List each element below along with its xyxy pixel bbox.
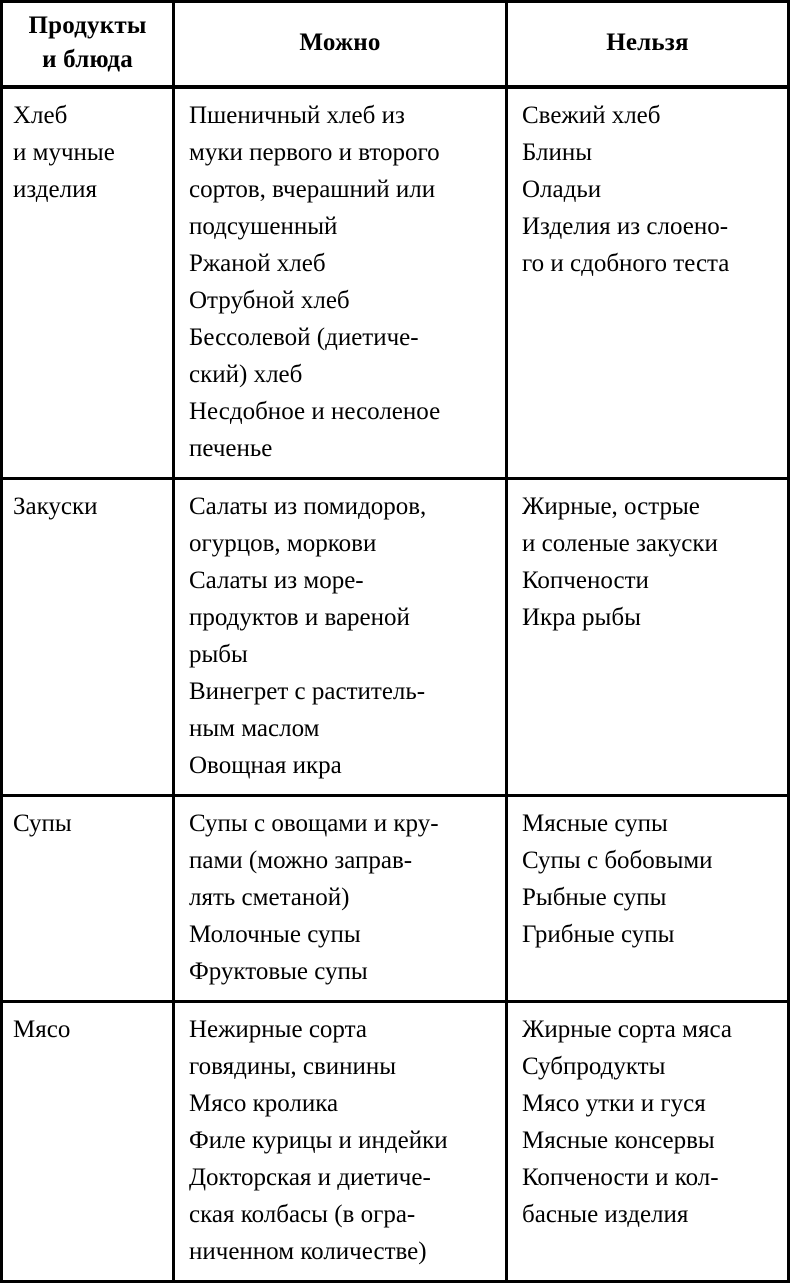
allowed-item: пами (можно заправ- — [189, 847, 413, 874]
allowed-item: Отрубной хлеб — [189, 287, 350, 314]
allowed-item: продуктов и вареной — [189, 604, 410, 631]
forbidden-item: Мясо утки и гуся — [522, 1090, 706, 1117]
forbidden-item: Грибные супы — [522, 921, 675, 948]
allowed-item: Салаты из помидоров, — [189, 493, 427, 520]
forbidden-item: Субпродукты — [522, 1053, 666, 1080]
forbidden-item: Оладьи — [522, 176, 602, 203]
forbidden-item: Жирные, острые — [522, 493, 700, 520]
cell-allowed — [174, 479, 507, 796]
column-header-forbidden — [507, 2, 789, 88]
forbidden-item: Свежий хлеб — [522, 102, 661, 129]
allowed-item: Салаты из море- — [189, 567, 364, 594]
allowed-item: Филе курицы и индейки — [189, 1127, 448, 1154]
forbidden-item: Рыбные супы — [522, 884, 667, 911]
allowed-item: Ржаной хлеб — [189, 250, 326, 277]
allowed-item: огурцов, моркови — [189, 530, 377, 557]
header-row — [2, 2, 789, 88]
forbidden-item: Супы с бобовыми — [522, 847, 713, 874]
column-header-line: Продукты — [28, 12, 147, 39]
forbidden-item: Мясные консервы — [522, 1127, 715, 1154]
category-line: и мучные — [13, 139, 115, 166]
allowed-item: рыбы — [189, 641, 248, 668]
category-line: изделия — [13, 176, 97, 203]
allowed-item: Несдобное и несоленое — [189, 398, 441, 425]
allowed-item: ным маслом — [189, 715, 320, 742]
forbidden-item: Копчености и кол- — [522, 1164, 719, 1191]
allowed-item: Нежирные сорта — [189, 1016, 367, 1043]
allowed-item: муки первого и второго — [189, 139, 440, 166]
forbidden-item: Копчености — [522, 567, 649, 594]
allowed-item: Бессолевой (диетиче- — [189, 324, 419, 351]
forbidden-item: Жирные сорта мяса — [522, 1016, 732, 1043]
cell-forbidden — [507, 796, 789, 1002]
allowed-item: ниченном количестве) — [189, 1238, 427, 1265]
category-line: Хлеб — [13, 102, 68, 129]
table-row — [2, 796, 789, 1002]
cell-category — [2, 87, 174, 479]
table-body — [2, 87, 789, 1282]
allowed-item: сортов, вчерашний или — [189, 176, 436, 203]
column-header-line: и блюда — [42, 46, 133, 73]
allowed-item: Мясо кролика — [189, 1090, 339, 1117]
allowed-item: Фруктовые супы — [189, 958, 368, 985]
forbidden-item: Изделия из слоено- — [522, 213, 729, 240]
allowed-item: Винегрет с раститель- — [189, 678, 426, 705]
cell-allowed — [174, 87, 507, 479]
forbidden-item: Икра рыбы — [522, 604, 641, 631]
allowed-item: Овощная икра — [189, 752, 342, 779]
allowed-item: Докторская и диетиче- — [189, 1164, 431, 1191]
forbidden-item: го и сдобного теста — [522, 250, 730, 277]
allowed-item: Супы с овощами и кру- — [189, 810, 439, 837]
cell-category — [2, 796, 174, 1002]
category-line: Закуски — [13, 493, 98, 520]
cell-allowed — [174, 796, 507, 1002]
category-line: Супы — [13, 810, 72, 837]
allowed-item: говядины, свинины — [189, 1053, 397, 1080]
allowed-item: ский) хлеб — [189, 361, 303, 388]
column-header-line: Можно — [299, 29, 381, 56]
table-row — [2, 479, 789, 796]
cell-forbidden — [507, 87, 789, 479]
forbidden-item: Мясные супы — [522, 810, 668, 837]
allowed-item: Пшеничный хлеб из — [189, 102, 405, 129]
table-row — [2, 87, 789, 479]
allowed-item: лять сметаной) — [189, 884, 350, 911]
category-line: Мясо — [13, 1016, 71, 1043]
allowed-item: печенье — [189, 435, 273, 462]
forbidden-item: и соленые закуски — [522, 530, 718, 557]
forbidden-item: Блины — [522, 139, 593, 166]
allowed-item: ская колбасы (в огра- — [189, 1201, 416, 1228]
allowed-item: Молочные супы — [189, 921, 361, 948]
cell-category — [2, 479, 174, 796]
forbidden-item: басные изделия — [522, 1201, 689, 1228]
column-header-line: Нельзя — [606, 29, 689, 56]
cell-forbidden — [507, 479, 789, 796]
table-header — [2, 2, 789, 88]
column-header-allowed — [174, 2, 507, 88]
column-header-category — [2, 2, 174, 88]
allowed-item: подсушенный — [189, 213, 338, 240]
